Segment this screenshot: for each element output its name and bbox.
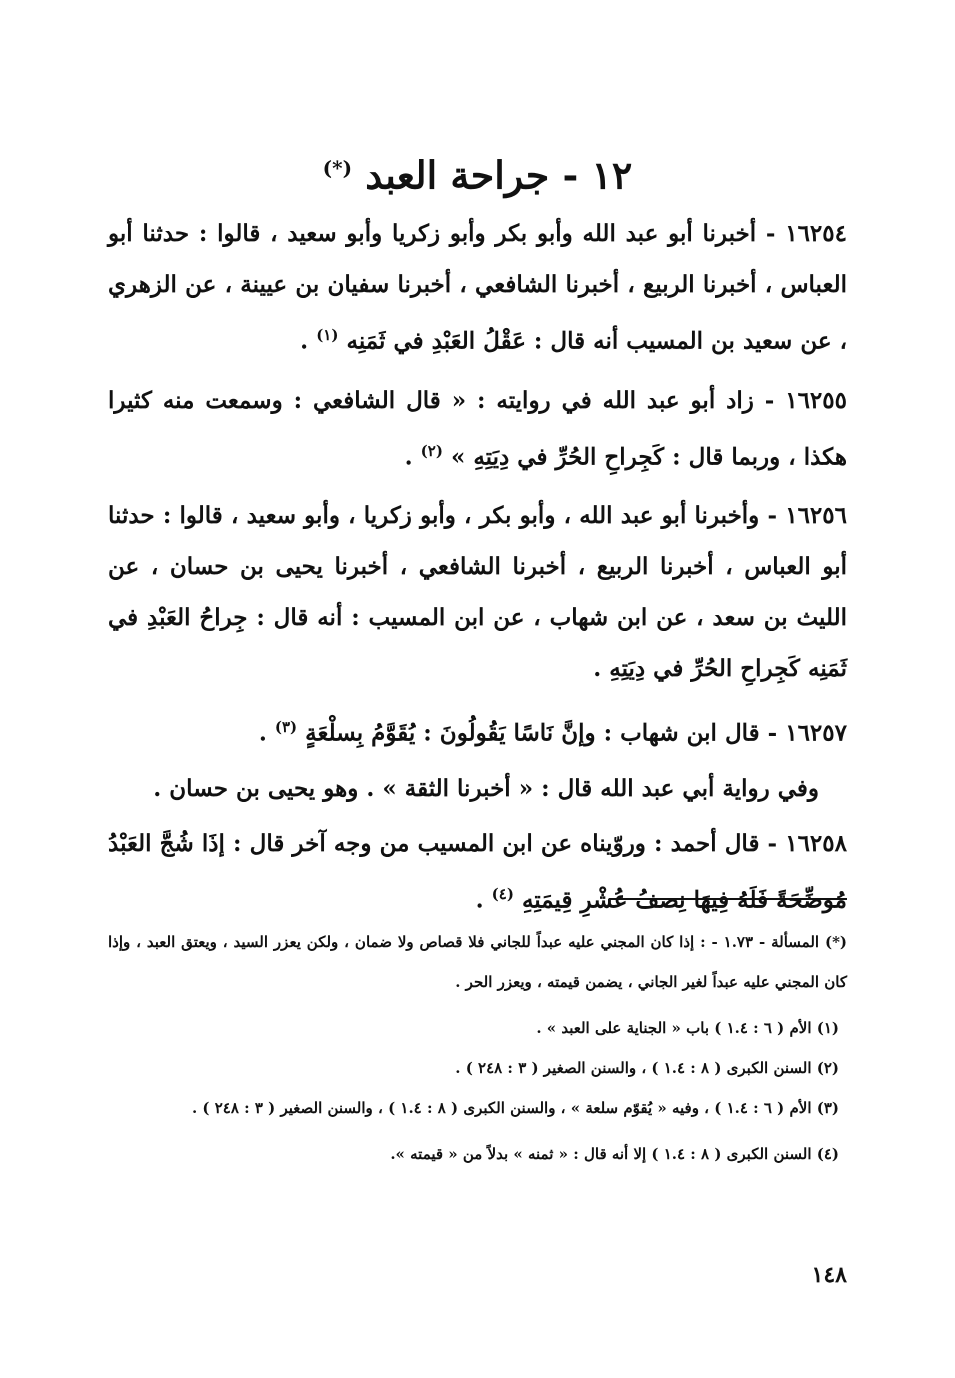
paragraph-text: ١٦٢٥٧ - قال ابن شهاب : وإنَّ نَاسًا يَقُولُونَ : يُقَوَّمُ بِسلْعَةٍ: [305, 719, 847, 747]
paragraph-16255: [108, 375, 847, 483]
paragraph-end: .: [300, 327, 309, 355]
footnote-divider: [609, 898, 847, 900]
footnote-3: (٣) الأم ( ٦ : ١.٤ ) ، وفيه « يُقوّم سلعة » ، والسنن الكبرى ( ٨ : ١.٤ ) ، والسنن الصغير ( ٣ : ٢٤٨ ) .: [191, 1099, 839, 1117]
paragraph-16254: [108, 208, 847, 367]
footnote-1: (١) الأم ( ٦ : ١.٤ ) باب « الجناية على العبد » .: [536, 1019, 839, 1037]
paragraph-end: .: [404, 443, 413, 471]
paragraph-end: .: [258, 719, 267, 747]
footnote-2: (٢) السنن الكبرى ( ٨ : ١.٤ ) ، والسنن الصغير ( ٣ : ٢٤٨ ) .: [455, 1059, 839, 1077]
paragraph-16257: [108, 702, 847, 759]
paragraph-text: ١٦٢٥٨ - قال أحمد : وروّيناه عن ابن المسيب من وجه آخر قال : إذَا شُجَّ العَبْدُ مُوضِّحَةً فَلَهُ فِيهَا نِصفُ عُشْرِ قِيمَتِهِ: [108, 829, 847, 914]
paragraph-16258: [108, 818, 847, 926]
paragraph-16256: [108, 490, 847, 694]
chapter-title-text: ١٢ - جراحة العبد: [365, 152, 633, 198]
paragraph-text: ١٦٢٥٦ - وأخبرنا أبو عبد الله ، وأبو بكر ، وأبو زكريا ، وأبو سعيد ، قالوا : حدثنا أبو العباس ، أخبرنا الربيع ، أخبرنا الشافعي ، أخبرنا يحيى بن حسان ، عن الليث بن سعد ، عن ابن شهاب ، عن ابن المسيب : أنه قال : جِراحُ العَبْدِ في ثَمَنِه كَجِراحِ الحُرِّ في دِيَتِهِ .: [108, 502, 847, 683]
body-text: [108, 208, 847, 934]
page-number: ١٤٨: [811, 1262, 847, 1288]
footnote-ref: (١): [316, 326, 339, 344]
footnote-ref: (٣): [274, 718, 298, 737]
paragraph-text: ١٦٢٥٤ - أخبرنا أبو عبد الله وأبو بكر وأبو زكريا وأبو سعيد ، قالوا : حدثنا أبو العباس ، أخبرنا الربيع ، أخبرنا الشافعي ، أخبرنا سفيان بن عيينة ، عن الزهري ، عن سعيد بن المسيب أنه قال : عَقْلُ العَبْدِ في ثَمَنِه: [108, 220, 847, 355]
paragraph-end: .: [475, 886, 484, 914]
paragraph-text: ١٦٢٥٥ - زاد أبو عبد الله في روايته : « قال الشافعي : وسمعت منه كثيرا هكذا ، وربما قال : كَجِراحِ الحُرِّ في دِيَتِهِ »: [108, 386, 847, 471]
footnote-4: (٤) السنن الكبرى ( ٨ : ١.٤ ) إلا أنه قال : « ثمنه » بدلاً من « قيمته ».: [390, 1145, 839, 1163]
footnote-ref: (٤): [491, 884, 514, 903]
paragraph-riwaya: [108, 763, 847, 814]
footnotes: [108, 922, 847, 1180]
chapter-note-mark: (*): [322, 156, 353, 180]
footnote-ref: (٢): [420, 441, 443, 460]
chapter-title: [0, 140, 955, 204]
footnote-star: (*) المسألة - ١.٧٣ - : إذا كان المجني عليه عبداً للجاني فلا قصاص ولا ضمان ، ولكن يعزر السيد ، ويعتق العبد ، وإذا كان المجني عليه عبداً لغير الجاني ، يضمن قيمته ، ويعزر الحر .: [108, 933, 848, 991]
paragraph-text: وفي رواية أبي عبد الله قال : « أخبرنا الثقة » . وهو يحيى بن حسان .: [153, 774, 819, 802]
